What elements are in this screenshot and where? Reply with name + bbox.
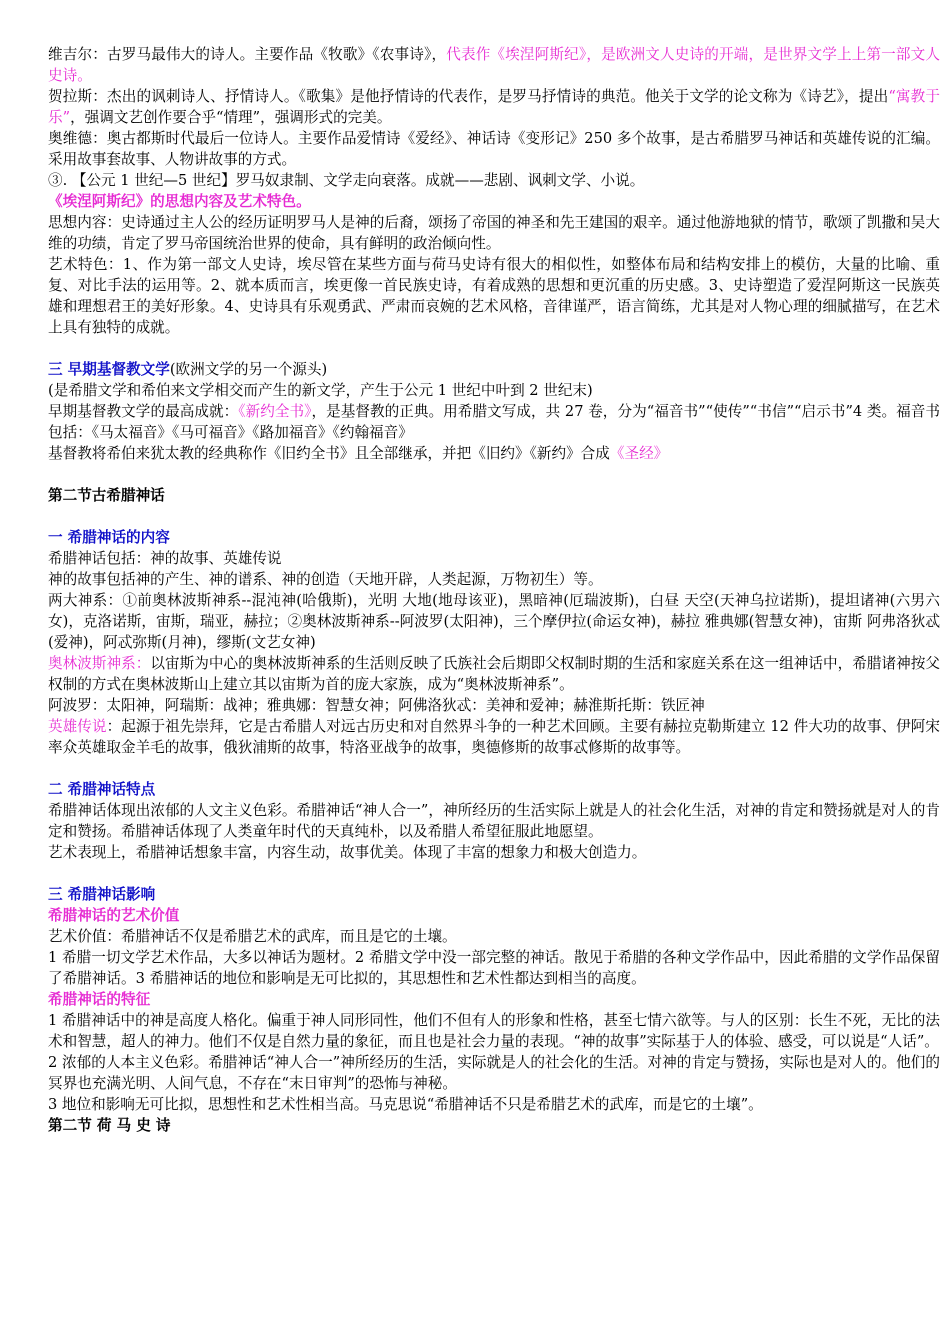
- paragraph-new-testament: [48, 401, 940, 443]
- paragraph-aeneid-art: 艺术特色：1、作为第一部文人史诗，埃尽管在某些方面与荷马史诗有很大的相似性，如整体布局和结构安排上的模仿，大量的比喻、重复、对比手法的运用等。2、就本质而言，埃更像一首民族史诗，有着成熟的思想和更沉重的历史感。3、史诗塑造了爱涅阿斯这一民族英雄和理想君王的美好形象。4、史诗具有乐观勇武、严肃而哀婉的艺术风格，音律谨严，语言简练，尤其是对人物心理的细腻描写，在艺术上具有独特的成就。: [48, 256, 940, 336]
- horace-text: 贺拉斯：杰出的讽刺诗人、抒情诗人。《歌集》是他抒情诗的代表作，是罗马抒情诗的典范。他关于文学的论文称为《诗艺》，提出: [48, 88, 889, 105]
- heading-myth-influence: 三 希腊神话影响: [48, 886, 156, 903]
- paragraph-humanism: 希腊神话体现出浓郁的人文主义色彩。希腊神话“神人合一”，神所经历的生活实际上就是人的社会化生活，对神的肯定和赞扬就是对人的肯定和赞扬。希腊神话体现了人类童年时代的天真纯朴，以及希腊人希望征服此地愿望。: [48, 802, 940, 840]
- paragraph-early-origin: (是希腊文学和希伯来文学相交而产生的新文学，产生于公元 1 世纪中叶到 2 世纪末): [48, 382, 593, 399]
- spacer: [48, 464, 940, 485]
- nt-text: 早期基督教文学的最高成就：: [48, 403, 239, 420]
- heading-early-christian-note: (欧洲文学的另一个源头): [169, 361, 328, 378]
- paragraph-hero-legends: [48, 716, 940, 758]
- paragraph-god-stories: 神的故事包括神的产生、神的谱系、神的创造（天地开辟，人类起源，万物初生）等。: [48, 571, 603, 588]
- hero-text: ：起源于祖先崇拜，它是古希腊人对远古历史和对自然界斗争的一种艺术回顾。主要有赫拉克勒斯建立 12 件大功的故事、伊阿宋率众英雄取金羊毛的故事，俄狄浦斯的故事，特洛亚战争的故事，奥德修斯的故事忒修斯的故事等。: [48, 718, 940, 756]
- virgil-highlight: 代表作《埃涅阿斯纪》，是欧洲文人史诗的开端，是世界文学上上第一部文人史诗。: [48, 46, 941, 84]
- horace-highlight: “寓教于乐”: [48, 88, 940, 126]
- heading-early-christian-title: 三 早期基督教文学: [48, 361, 170, 378]
- heading-early-christian: [48, 359, 940, 380]
- paragraph-olympian: [48, 653, 940, 695]
- paragraph-myth-includes: 希腊神话包括：神的故事、英雄传说: [48, 550, 282, 567]
- heading-myth-features: 二 希腊神话特点: [48, 781, 156, 798]
- nt-text-end: ，是基督教的正典。用希腊文写成，共 27 卷，分为“福音书”“使传”“书信”“启示书”4 类。福音书包括：《马太福音》《马可福音》《路加福音》《约翰福音》: [48, 403, 940, 441]
- paragraph-period-3: ③. 【公元 1 世纪—5 世纪】罗马奴隶制、文学走向衰落。成就——悲剧、讽刺文学、小说。: [48, 172, 645, 189]
- spacer: [48, 863, 940, 884]
- paragraph-virgil: [48, 44, 940, 86]
- olympian-text: 以宙斯为中心的奥林波斯神系的生活则反映了氏族社会后期即父权制时期的生活和家庭关系在这一组神话中，希腊诸神按父权制的方式在奥林波斯山上建立其以宙斯为首的庞大家族，成为“奥林波斯神系”。: [48, 655, 940, 693]
- hero-label: 英雄传说: [48, 718, 107, 735]
- paragraph-trait-1: 1 希腊神话中的神是高度人格化。偏重于神人同形同性，他们不但有人的形象和性格，甚至七情六欲等。与人的区别：长生不死，无比的法术和智慧，超人的神力。他们不仅是自然力量的象征，而且也是社会力量的表现。“神的故事”实际基于人的体验、感受，可以说是“人话”。: [48, 1012, 940, 1050]
- section-title-homer: 第二节 荷 马 史 诗: [48, 1117, 171, 1134]
- paragraph-two-pantheons: 两大神系：①前奥林波斯神系--混沌神(哈俄斯)，光明 大地(地母该亚)，黑暗神(厄瑞波斯)，白昼 天空(天神乌拉诺斯)，提坦诸神(六男六女)，克洛诺斯，宙斯，瑞亚，赫拉；②奥林波斯神系--阿波罗(太阳神)，三个摩伊拉(命运女神)，赫拉 雅典娜(智慧女神)，宙斯 阿弗洛狄忒(爱神)，阿忒弥斯(月神)，缪斯(文艺女神): [48, 592, 940, 651]
- spacer: [48, 338, 940, 359]
- paragraph-horace: [48, 86, 940, 128]
- heading-myth-content: 一 希腊神话的内容: [48, 529, 170, 546]
- paragraph-trait-3: 3 地位和影响无可比拟，思想性和艺术性相当高。马克思说“希腊神话不只是希腊艺术的武库，而是它的土壤”。: [48, 1096, 763, 1113]
- bible-highlight: 《圣经》: [609, 445, 669, 462]
- spacer: [48, 758, 940, 779]
- nt-highlight: 《新约全书》: [238, 403, 312, 420]
- paragraph-aeneid-content: 思想内容：史诗通过主人公的经历证明罗马人是神的后裔，颂扬了帝国的神圣和先王建国的艰辛。通过他游地狱的情节，歌颂了凯撒和吴大维的功绩，肯定了罗马帝国统治世界的使命，具有鲜明的政治倾向性。: [48, 214, 940, 252]
- paragraph-bible: [48, 443, 940, 464]
- paragraph-gods-list: 阿波罗：太阳神，阿瑞斯：战神；雅典娜：智慧女神；阿佛洛狄忒：美神和爱神；赫淮斯托斯：铁匠神: [48, 697, 705, 714]
- virgil-text: 维吉尔：古罗马最伟大的诗人。主要作品《牧歌》《农事诗》，: [48, 46, 447, 63]
- paragraph-art-value-points: 1 希腊一切文学艺术作品，大多以神话为题材。2 希腊文学中没一部完整的神话。散见于希腊的各种文学作品中，因此希腊的文学作品保留了希腊神话。3 希腊神话的地位和影响是无可比拟的，其思想性和艺术性都达到相当的高度。: [48, 949, 940, 987]
- heading-art-value: 希腊神话的艺术价值: [48, 907, 180, 924]
- heading-aeneid: 《埃涅阿斯纪》的思想内容及艺术特色。: [48, 193, 311, 210]
- horace-text-end: ，强调文艺创作要合乎“情理”，强调形式的完美。: [70, 109, 392, 126]
- heading-myth-traits: 希腊神话的特征: [48, 991, 151, 1008]
- paragraph-art-expression: 艺术表现上，希腊神话想象丰富，内容生动，故事优美。体现了丰富的想象力和极大创造力。: [48, 844, 647, 861]
- paragraph-art-value: 艺术价值：希腊神话不仅是希腊艺术的武库，而且是它的土壤。: [48, 928, 457, 945]
- olympian-label: 奥林波斯神系：: [48, 655, 151, 672]
- spacer: [48, 506, 940, 527]
- paragraph-trait-2: 2 浓郁的人本主义色彩。希腊神话“神人合一”神所经历的生活，实际就是人的社会化的生活。对神的肯定与赞扬，实际也是对人的。他们的冥界也充满光明、人间气息，不存在“末日审判”的恐怖与神秘。: [48, 1054, 940, 1092]
- paragraph-ovid: 奥维德：奥古都斯时代最后一位诗人。主要作品爱情诗《爱经》、神话诗《变形记》250 多个故事，是古希腊罗马神话和英雄传说的汇编。采用故事套故事、人物讲故事的方式。: [48, 130, 940, 168]
- bible-text: 基督教将希伯来犹太教的经典称作《旧约全书》且全部继承，并把《旧约》《新约》合成: [48, 445, 610, 462]
- section-title-greek-myth: 第二节古希腊神话: [48, 487, 165, 504]
